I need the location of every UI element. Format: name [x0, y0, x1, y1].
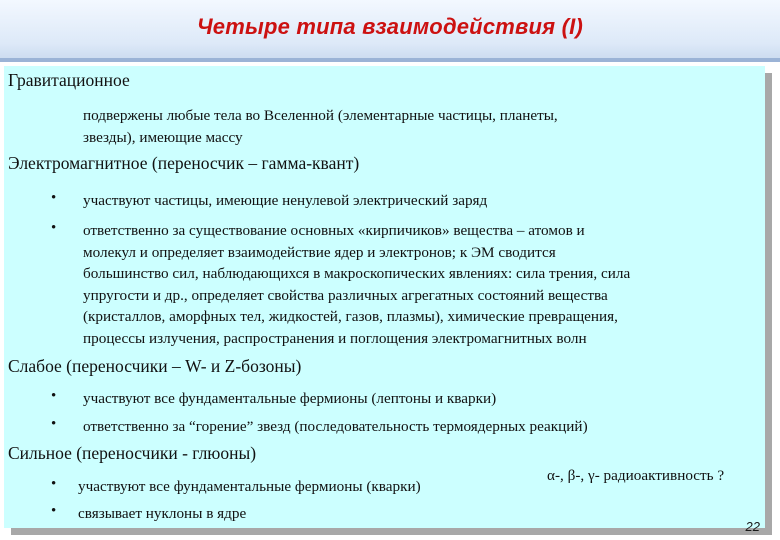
content-panel [4, 66, 765, 528]
electromagnetic-bullet-2-line-2: молекул и определяет взаимодействие ядер и электронов; к ЭМ сводится [83, 244, 556, 261]
gravitational-text-line-2: звезды), имеющие массу [83, 129, 243, 146]
bullet-icon: • [51, 388, 57, 404]
bullet-icon: • [51, 190, 57, 206]
gravitational-heading: Гравитационное [8, 70, 130, 90]
strong-heading: Сильное (переносчики - глюоны) [8, 443, 257, 463]
bullet-icon: • [51, 476, 57, 492]
weak-bullet-2: ответственно за “горение” звезд (последовательность термоядерных реакций) [83, 418, 588, 435]
strong-bullet-1: участвуют все фундаментальные фермионы (кварки) [78, 478, 421, 495]
electromagnetic-bullet-2-line-3: большинство сил, наблюдающихся в макроскопических явлениях: сила трения, сила [83, 265, 631, 282]
electromagnetic-bullet-2-line-5: (кристаллов, аморфных тел, жидкостей, газов, плазмы), химические превращения, [83, 308, 618, 325]
bullet-icon: • [51, 503, 57, 519]
weak-heading: Слабое (переносчики – W- и Z-бозоны) [8, 356, 302, 376]
slide-title: Четыре типа взаимодействия (I) [197, 14, 583, 39]
page-number: 22 [745, 519, 760, 534]
electromagnetic-bullet-2-line-1: ответственно за существование основных «кирпичиков» вещества – атомов и [83, 222, 585, 239]
electromagnetic-bullet-2-line-6: процессы излучения, распространения и поглощения электромагнитных волн [83, 330, 587, 347]
radioactivity-note: α-, β-, γ- радиоактивность ? [547, 467, 725, 484]
title-divider [0, 58, 780, 62]
electromagnetic-bullet-1: участвуют частицы, имеющие ненулевой электрический заряд [83, 192, 488, 209]
bullet-icon: • [51, 220, 57, 236]
weak-bullet-1: участвуют все фундаментальные фермионы (лептоны и кварки) [83, 390, 497, 407]
electromagnetic-bullet-2-line-4: упругости и др., определяет свойства различных агрегатных состояний вещества [83, 287, 608, 304]
gravitational-text-line-1: подвержены любые тела во Вселенной (элементарные частицы, планеты, [83, 107, 558, 124]
bullet-icon: • [51, 416, 57, 432]
strong-bullet-2: связывает нуклоны в ядре [78, 505, 247, 522]
electromagnetic-heading: Электромагнитное (переносчик – гамма-квант) [8, 153, 360, 173]
